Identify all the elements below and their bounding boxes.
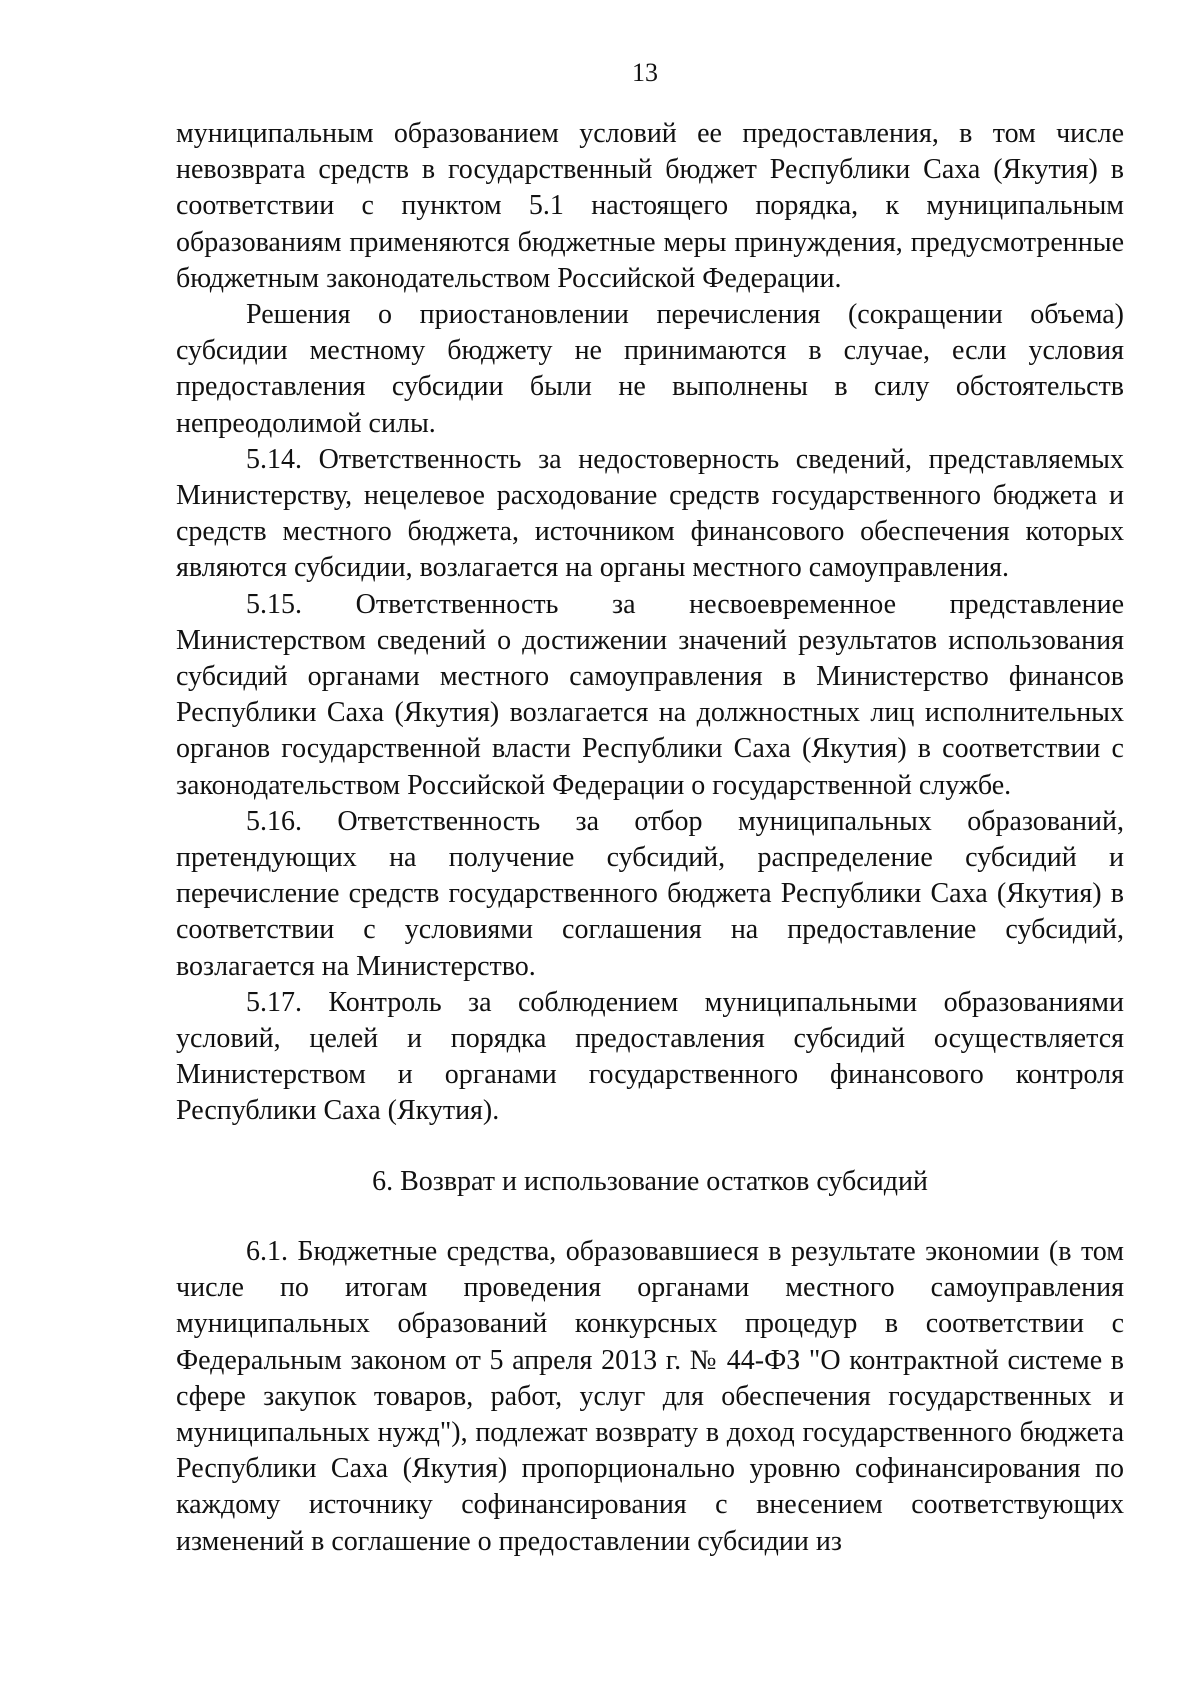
paragraph-5-14: 5.14. Ответственность за недостоверность сведений, представляемых Министерству, нецелевое расходование средств государственного бюджета и средств местного бюджета, источником финансового обеспечения которых являются субсидии, возлагается на органы местного самоуправления. — [176, 443, 1124, 584]
section-heading: 6. Возврат и использование остатков субсидий — [372, 1165, 928, 1197]
paragraph-continuation: муниципальным образованием условий ее предоставления, в том числе невозврата средств в государственный бюджет Республики Саха (Якутия) в соответствии с пунктом 5.1 настоящего порядка, к муниципальным образованиям применяются бюджетные меры принуждения, предусмотренные бюджетным законодательством Российской Федерации. — [176, 118, 1124, 294]
paragraph-6-1: 6.1. Бюджетные средства, образовавшиеся в результате экономии (в том числе по итогам проведения органами местного самоуправления муниципальных образований конкурсных процедур в соответствии с Федеральным законом от 5 апреля 2013 г. № 44-ФЗ "О контрактной системе в сфере закупок товаров, работ, услуг для обеспечения государственных и муниципальных нужд"), подлежат возврату в доход государственного бюджета Республики Саха (Якутия) пропорционально уровню софинансирования по каждому источнику софинансирования с внесением соответствующих изменений в соглашение о предоставлении субсидии из — [176, 1235, 1124, 1557]
paragraph-5-16: 5.16. Ответственность за отбор муниципальных образований, претендующих на получение субсидий, распределение субсидий и перечисление средств государственного бюджета Республики Саха (Якутия) в соответствии с условиями соглашения на предоставление субсидий, возлагается на Министерство. — [176, 805, 1124, 982]
paragraph-5-17: 5.17. Контроль за соблюдением муниципальными образованиями условий, целей и порядка предоставления субсидий осуществляется Министерством и органами государственного финансового контроля Республики Саха (Якутия). — [176, 986, 1124, 1127]
paragraph-force-majeure: Решения о приостановлении перечисления (сокращении объема) субсидии местному бюджету не принимаются в случае, если условия предоставления субсидии были не выполнены в силу обстоятельств непреодолимой силы. — [176, 299, 1124, 439]
document-body — [176, 116, 1124, 1560]
page-number: 13 — [632, 58, 658, 87]
paragraph-5-15: 5.15. Ответственность за несвоевременное представление Министерством сведений о достижении значений результатов использования субсидий органами местного самоуправления в Министерство финансов Республики Саха (Якутия) возлагается на должностных лиц исполнительных органов государственной власти Республики Саха (Якутия) в соответствии с законодательством Российской Федерации о государственной службе. — [176, 588, 1124, 801]
